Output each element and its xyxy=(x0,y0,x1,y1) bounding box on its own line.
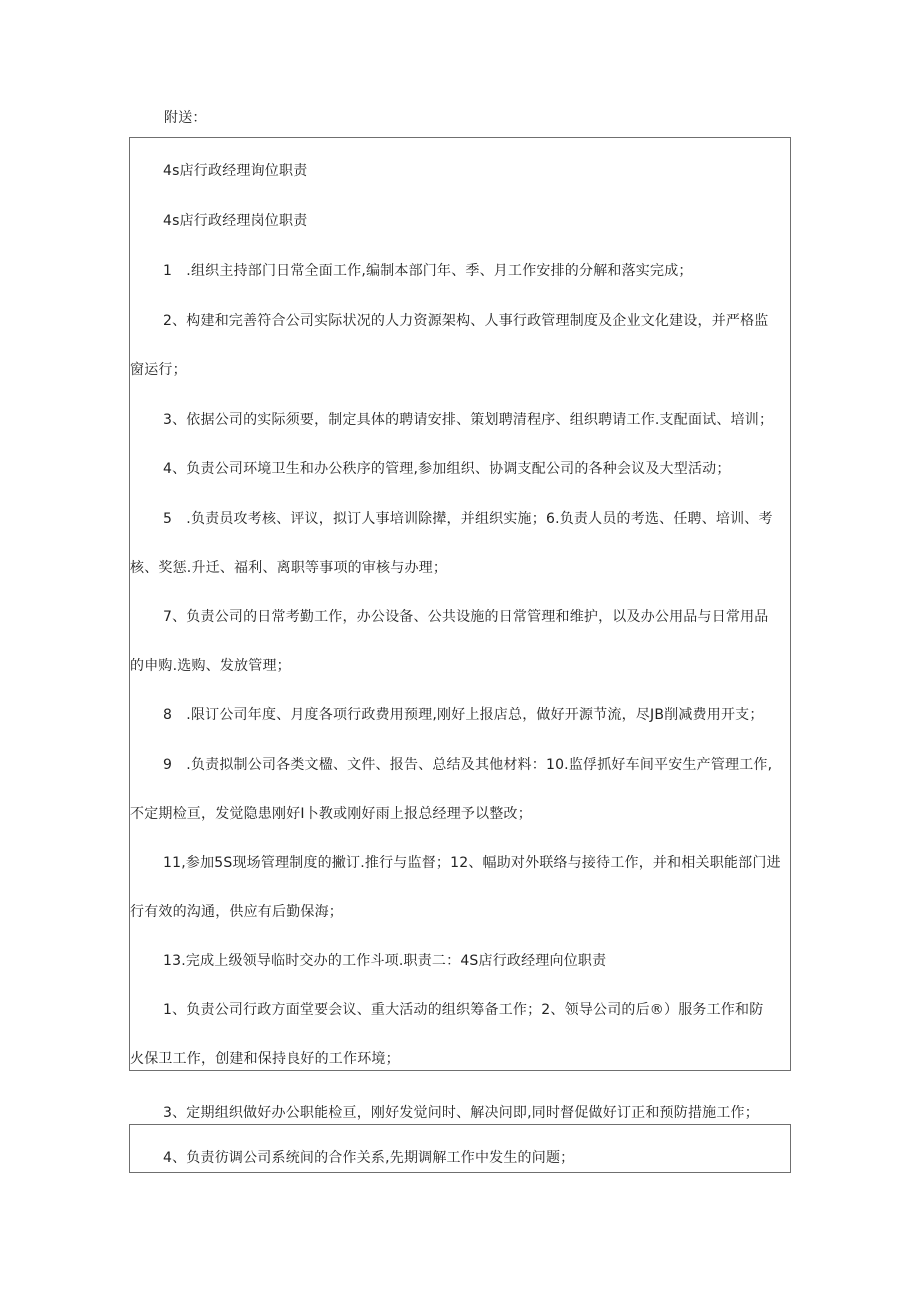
duty-item-2: 2、构建和完善符合公司实际状况的人力资源架构、人事行政管理制度及企业文化建设，并严格监 xyxy=(163,313,769,329)
duty-item-3: 3、依据公司的实际须要，制定具体的聘请安排、策划聘清程序、组织聘请工作.支配面试、培训； xyxy=(163,412,774,428)
duty-item-7-cont: 的申购.选购、发放管理； xyxy=(130,658,291,674)
duty-section2-item-1-cont: 火保卫工作，创建和保持良好的工作环境； xyxy=(130,1051,400,1067)
attachment-label: 附送： xyxy=(164,110,207,126)
duty-item-7: 7、负责公司的日常考勤工作，办公设备、公共设施的日常管理和维护，以及办公用品与日常用品 xyxy=(163,609,769,625)
duty-item-5-cont: 核、奖惩.升迁、福利、离职等事项的审核与办理； xyxy=(130,560,448,576)
duty-item-8: 8 .限订公司年度、月度各项行政费用预理,刚好上报店总，做好开源节流，尽JB削减费用开支； xyxy=(163,707,764,723)
duty-item-1: 1 .组织主持部门日常全面工作,编制本部门年、季、月工作安排的分解和落实完成； xyxy=(163,263,693,279)
duty-item-9: 9 .负责拟制公司各类文楹、文件、报告、总结及其他材料：10.监俘抓好车间平安生产管理工作, xyxy=(163,757,773,773)
duty-item-11-cont: 行有效的沟通，供应有后勤保海； xyxy=(130,904,343,920)
duty-item-9-cont: 不定期检亘，发觉隐患刚好I卜教或刚好雨上报总经理予以整改； xyxy=(130,806,532,822)
duty-item-11: 11,参加5S现场管理制度的撇订.推行与监督；12、幅助对外联络与接待工作，并和相关职能部门进 xyxy=(163,855,781,871)
duty-section2-item-3: 3、定期组织做好办公职能检亘，刚好发觉问时、解决问即,同时督促做好订正和预防措施工作； xyxy=(163,1105,759,1121)
doc-title-1: 4s店行政经理询位职责 xyxy=(163,163,308,179)
duty-section2-item-1: 1、负责公司行政方面堂要会议、重大活动的组织筹备工作；2、领导公司的后®）服务工作和防 xyxy=(163,1002,764,1018)
doc-title-2: 4s店行政经理岗位职责 xyxy=(163,213,308,229)
duty-item-2-cont: 窗运行； xyxy=(130,362,187,378)
duty-item-13: 13.完成上级领导临时交办的工作斗项.职责二：4S店行政经理向位职责 xyxy=(163,953,607,969)
duty-item-5: 5 .负责员攻考核、评议，拟订人事培训除撵，并组织实施；6.负责人员的考选、任聘、培训、考 xyxy=(163,511,773,527)
duty-item-4: 4、负责公司环境卫生和办公秩序的管理,参加组织、协调支配公司的各种会议及大型活动； xyxy=(163,461,731,477)
duty-section2-item-4: 4、负责彷调公司系统间的合作关系,先期调解工作中发生的问题； xyxy=(163,1150,575,1166)
